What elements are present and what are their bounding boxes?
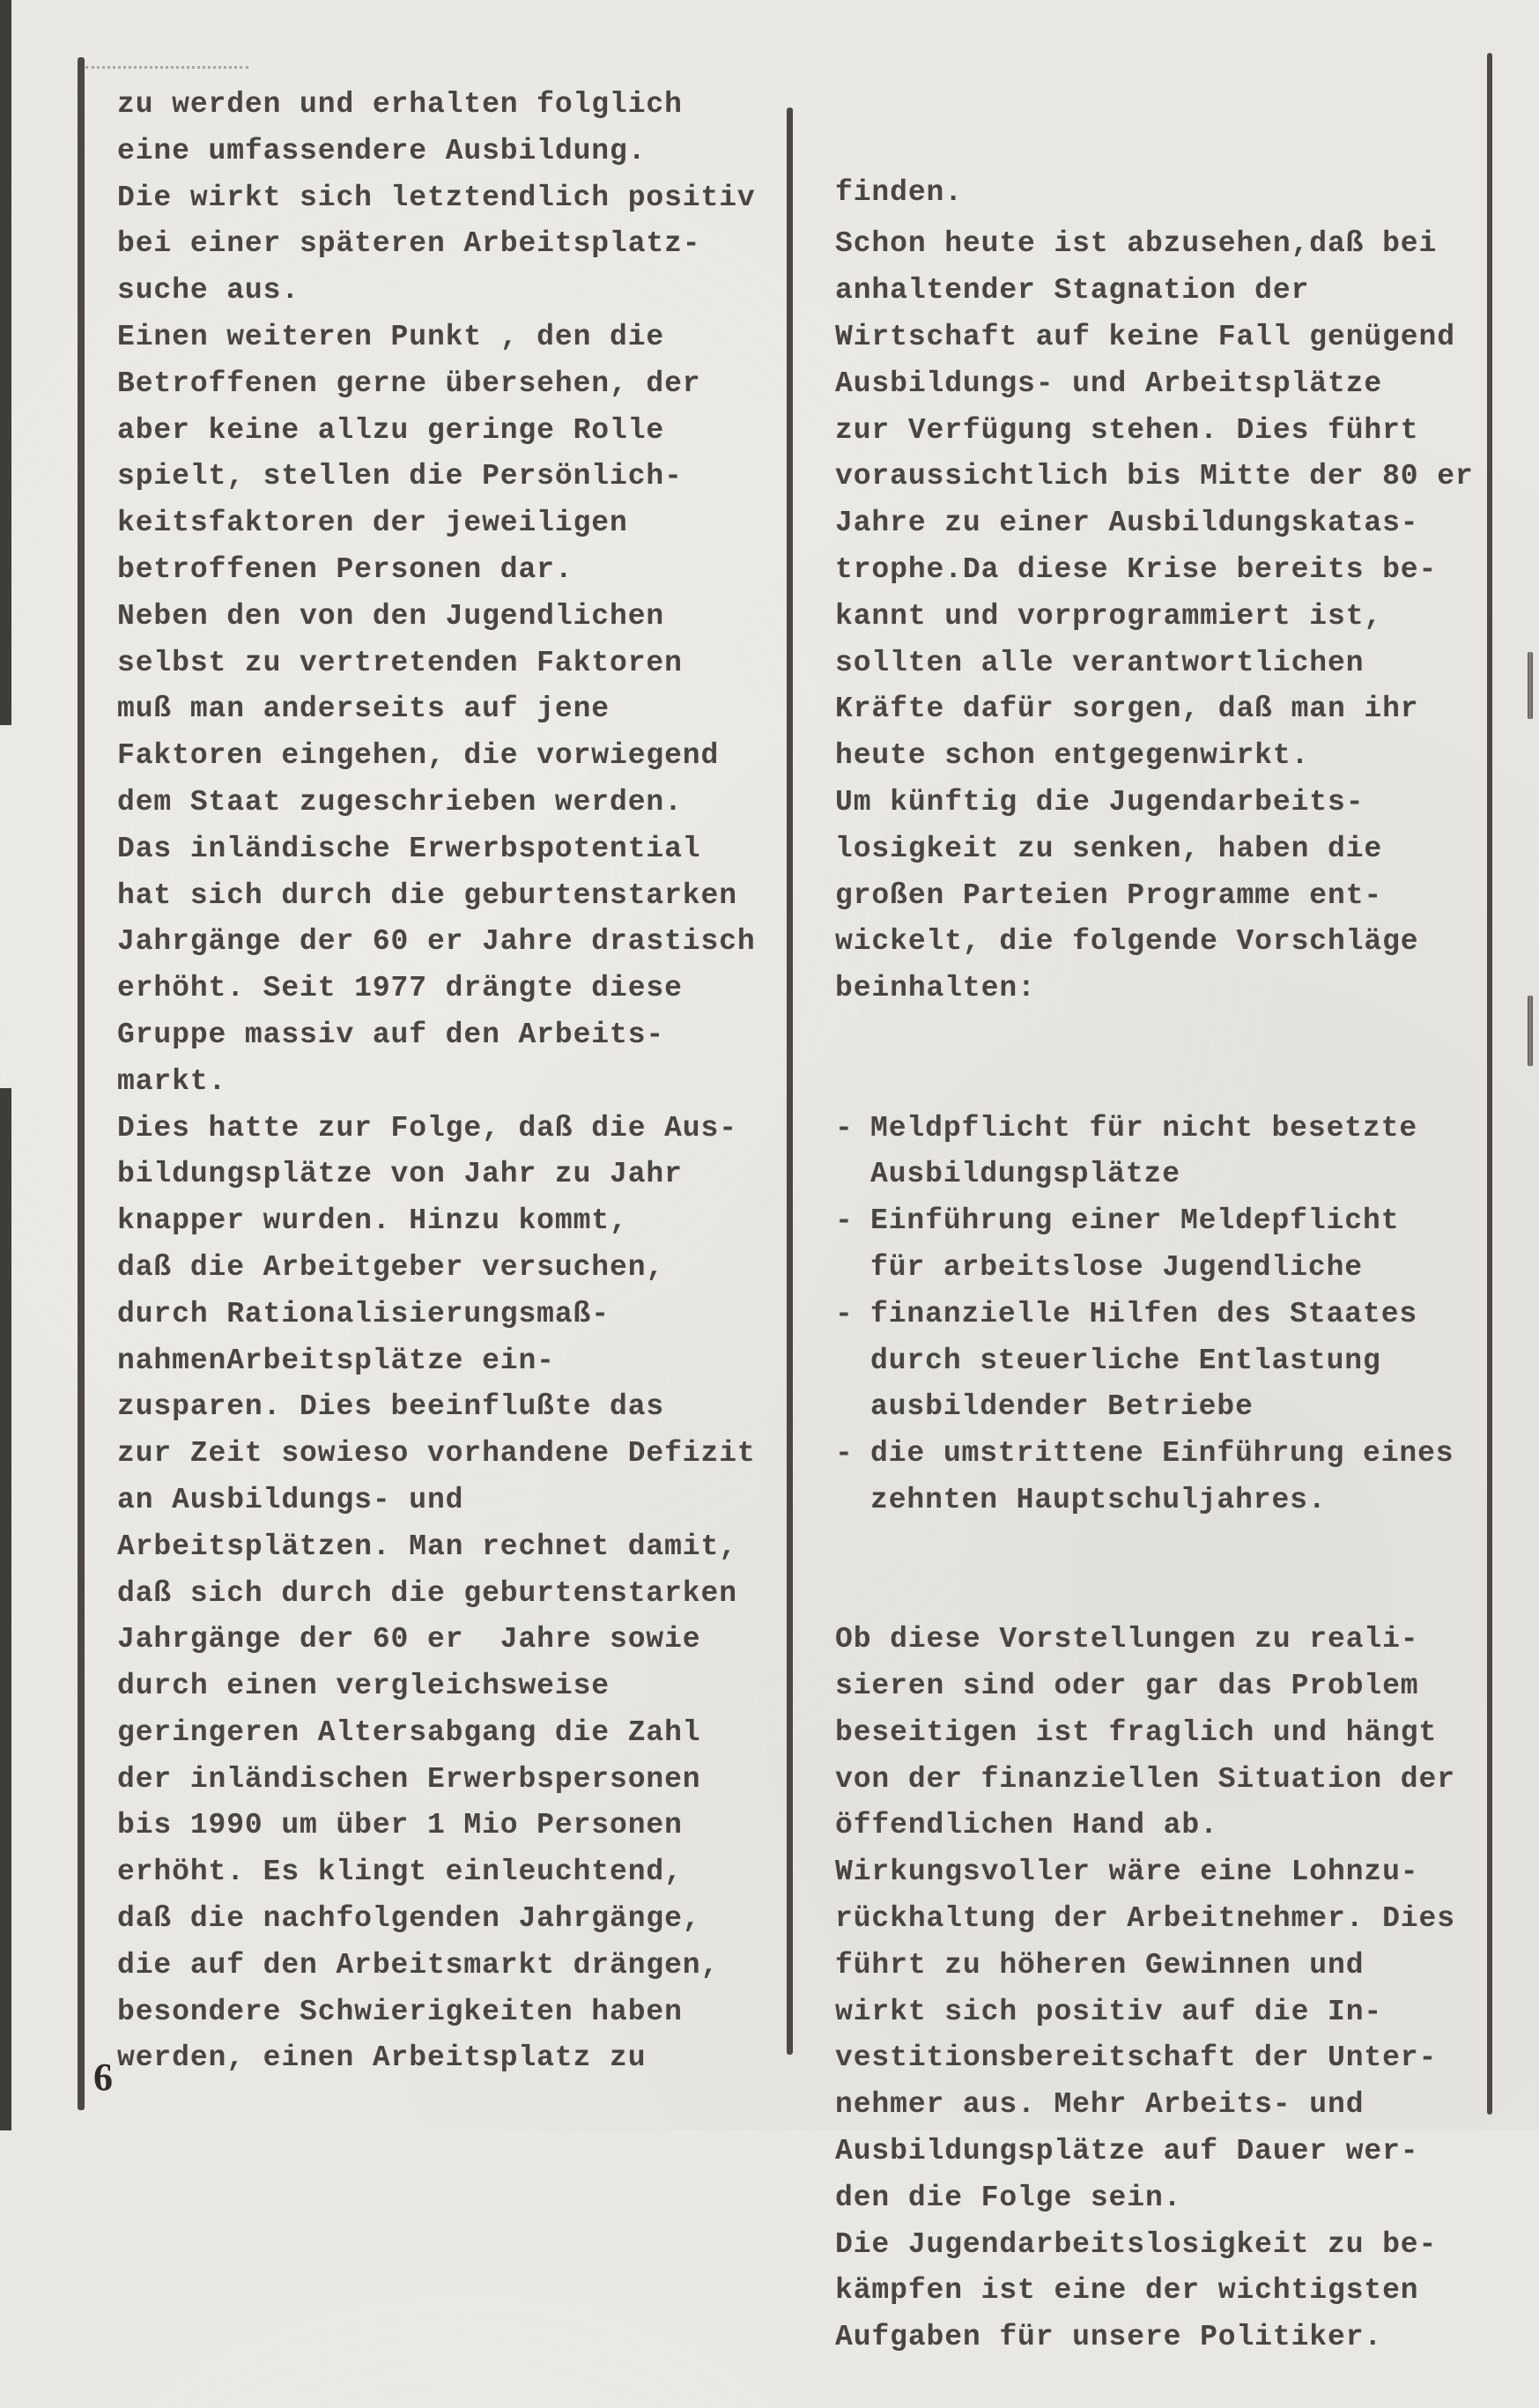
text-line: Die Jugendarbeitslosigkeit zu be-	[835, 2227, 1438, 2261]
list-item	[835, 1292, 1483, 1431]
text-line: knapper wurden. Hinzu kommt,	[117, 1204, 628, 1238]
text-line: Die wirkt sich letztendlich positiv	[117, 181, 756, 214]
text-line: zusparen. Dies beeinflußte das	[117, 1390, 665, 1424]
text-line: eine umfassendere Ausbildung.	[117, 134, 647, 167]
text-line: Um künftig die Jugendarbeits-	[835, 785, 1365, 819]
binding-edge-strip-top	[0, 0, 11, 725]
list-item-text	[835, 1198, 1483, 1292]
text-line: zehnten Hauptschuljahres.	[870, 1483, 1327, 1516]
text-line: suche aus.	[117, 274, 300, 307]
column-divider-rule	[787, 107, 793, 2055]
text-line: losigkeit zu senken, haben die	[835, 832, 1383, 865]
text-line: Schon heute ist abzusehen,daß bei	[835, 227, 1438, 261]
right-closing-paragraphs	[835, 1617, 1483, 2361]
list-item-text	[835, 1292, 1483, 1431]
right-intro-paragraphs	[835, 175, 1483, 1012]
text-line: Wirtschaft auf keine Fall genügend	[835, 320, 1455, 353]
text-line: öffendlichen Hand ab.	[835, 1809, 1218, 1842]
text-line: Jahrgänge der 60 er Jahre drastisch	[117, 925, 756, 959]
text-line: zur Zeit sowieso vorhandene Defizit	[117, 1437, 756, 1471]
text-line: durch Rationalisierungsmaß-	[117, 1297, 610, 1330]
text-line: anhaltender Stagnation der	[835, 274, 1310, 307]
text-line: zu werden und erhalten folglich	[117, 88, 683, 121]
list-item	[835, 1431, 1483, 1524]
text-line: führt zu höheren Gewinnen und	[835, 1948, 1365, 1982]
text-line: voraussichtlich bis Mitte der 80 er	[835, 460, 1474, 493]
text-line: Betroffenen gerne übersehen, der	[117, 367, 701, 400]
text-line: Gruppe massiv auf den Arbeits-	[117, 1018, 665, 1051]
text-line: daß die Arbeitgeber versuchen,	[117, 1250, 665, 1284]
text-line: trophe.Da diese Krise bereits be-	[835, 552, 1438, 586]
left-text-column	[117, 82, 778, 2082]
text-line: rückhaltung der Arbeitnehmer. Dies	[835, 1902, 1455, 1936]
text-line: nahmenArbeitsplätze ein-	[117, 1344, 555, 1377]
text-line: betroffenen Personen dar.	[117, 552, 573, 586]
text-line: Einen weiteren Punkt , den die	[117, 320, 665, 353]
text-line: der inländischen Erwerbspersonen	[117, 1762, 701, 1796]
text-line: Aufgaben für unsere Politiker.	[835, 2321, 1383, 2354]
binding-edge-strip-bottom	[0, 1088, 11, 2130]
text-line: selbst zu vertretenden Faktoren	[117, 646, 683, 679]
text-line: finanzielle Hilfen des Staates	[870, 1297, 1418, 1330]
text-line: für arbeitslose Jugendliche	[870, 1250, 1363, 1284]
text-line: Jahre zu einer Ausbildungskatas-	[835, 507, 1419, 540]
page-number: 6	[93, 2056, 113, 2099]
text-line: Ausbildungsplätze auf Dauer wer-	[835, 2135, 1419, 2168]
text-line: Jahrgänge der 60 er Jahre sowie	[117, 1623, 701, 1656]
text-line: wickelt, die folgende Vorschläge	[835, 925, 1419, 959]
text-line: erhöht. Seit 1977 drängte diese	[117, 972, 683, 1005]
text-line: hat sich durch die geburtenstarken	[117, 878, 737, 912]
top-dotted-line	[85, 66, 248, 69]
text-line: die umstrittene Einführung eines	[870, 1437, 1454, 1471]
text-line: Neben den von den Jugendlichen	[117, 599, 665, 633]
text-line: Kräfte dafür sorgen, daß man ihr	[835, 693, 1419, 726]
text-line: ausbildender Betriebe	[870, 1390, 1254, 1424]
right-text-column	[835, 82, 1483, 2408]
text-line: Faktoren eingehen, die vorwiegend	[117, 739, 720, 773]
text-line: Ob diese Vorstellungen zu reali-	[835, 1623, 1419, 1656]
text-line: daß sich durch die geburtenstarken	[117, 1576, 737, 1610]
text-line: spielt, stellen die Persönlich-	[117, 460, 683, 493]
list-item-text	[835, 1106, 1483, 1199]
text-line: Ausbildungsplätze	[870, 1158, 1180, 1191]
text-line: durch einen vergleichsweise	[117, 1670, 610, 1703]
proposal-list	[835, 1106, 1483, 1524]
text-line: keitsfaktoren der jeweiligen	[117, 507, 628, 540]
list-dash-bullet: -	[835, 1204, 854, 1238]
text-line: den die Folge sein.	[835, 2181, 1182, 2214]
list-dash-bullet: -	[835, 1111, 854, 1145]
text-line: bildungsplätze von Jahr zu Jahr	[117, 1158, 683, 1191]
text-line: beinhalten:	[835, 972, 1036, 1005]
text-line: durch steuerliche Entlastung	[870, 1344, 1381, 1377]
left-border-rule	[78, 57, 85, 2110]
list-dash-bullet: -	[835, 1437, 854, 1471]
text-line: kannt und vorprogrammiert ist,	[835, 599, 1383, 633]
text-line: finden.	[835, 175, 963, 209]
text-line: dem Staat zugeschrieben werden.	[117, 785, 683, 819]
text-line: daß die nachfolgenden Jahrgänge,	[117, 1902, 701, 1936]
text-line: Einführung einer Meldepflicht	[870, 1204, 1400, 1238]
text-line: beseitigen ist fraglich und hängt	[835, 1715, 1438, 1749]
staple-lower	[1528, 996, 1533, 1066]
list-item	[835, 1106, 1483, 1199]
text-line: an Ausbildungs- und	[117, 1483, 464, 1516]
text-line: nehmer aus. Mehr Arbeits- und	[835, 2088, 1365, 2122]
text-line: Arbeitsplätzen. Man rechnet damit,	[117, 1530, 737, 1563]
text-line: sollten alle verantwortlichen	[835, 646, 1365, 679]
text-line: die auf den Arbeitsmarkt drängen,	[117, 1948, 720, 1982]
text-line: erhöht. Es klingt einleuchtend,	[117, 1856, 683, 1889]
text-line: Dies hatte zur Folge, daß die Aus-	[117, 1111, 737, 1145]
text-line: Meldpflicht für nicht besetzte	[870, 1111, 1418, 1145]
text-line: Wirkungsvoller wäre eine Lohnzu-	[835, 1856, 1419, 1889]
text-line: bei einer späteren Arbeitsplatz-	[117, 227, 701, 261]
right-border-rule	[1487, 53, 1492, 2115]
text-line: wirkt sich positiv auf die In-	[835, 1995, 1383, 2028]
list-dash-bullet: -	[835, 1297, 854, 1330]
text-line: sieren sind oder gar das Problem	[835, 1670, 1419, 1703]
text-line: besondere Schwierigkeiten haben	[117, 1995, 683, 2028]
list-item	[835, 1198, 1483, 1292]
text-line: markt.	[117, 1064, 227, 1098]
text-line: geringeren Altersabgang die Zahl	[117, 1715, 701, 1749]
text-line: großen Parteien Programme ent-	[835, 878, 1383, 912]
text-line: muß man anderseits auf jene	[117, 693, 610, 726]
text-line: Das inländische Erwerbspotential	[117, 832, 701, 865]
text-line: aber keine allzu geringe Rolle	[117, 413, 665, 447]
text-line: Ausbildungs- und Arbeitsplätze	[835, 367, 1383, 400]
text-line: heute schon entgegenwirkt.	[835, 739, 1310, 773]
text-line: zur Verfügung stehen. Dies führt	[835, 413, 1419, 447]
text-line: von der finanziellen Situation der	[835, 1762, 1455, 1796]
text-line: vestitionsbereitschaft der Unter-	[835, 2041, 1438, 2075]
text-line: bis 1990 um über 1 Mio Personen	[117, 1809, 683, 1842]
text-line: kämpfen ist eine der wichtigsten	[835, 2274, 1419, 2308]
staple-upper	[1528, 652, 1533, 719]
text-line: werden, einen Arbeitsplatz zu	[117, 2041, 647, 2075]
list-item-text	[835, 1431, 1483, 1524]
